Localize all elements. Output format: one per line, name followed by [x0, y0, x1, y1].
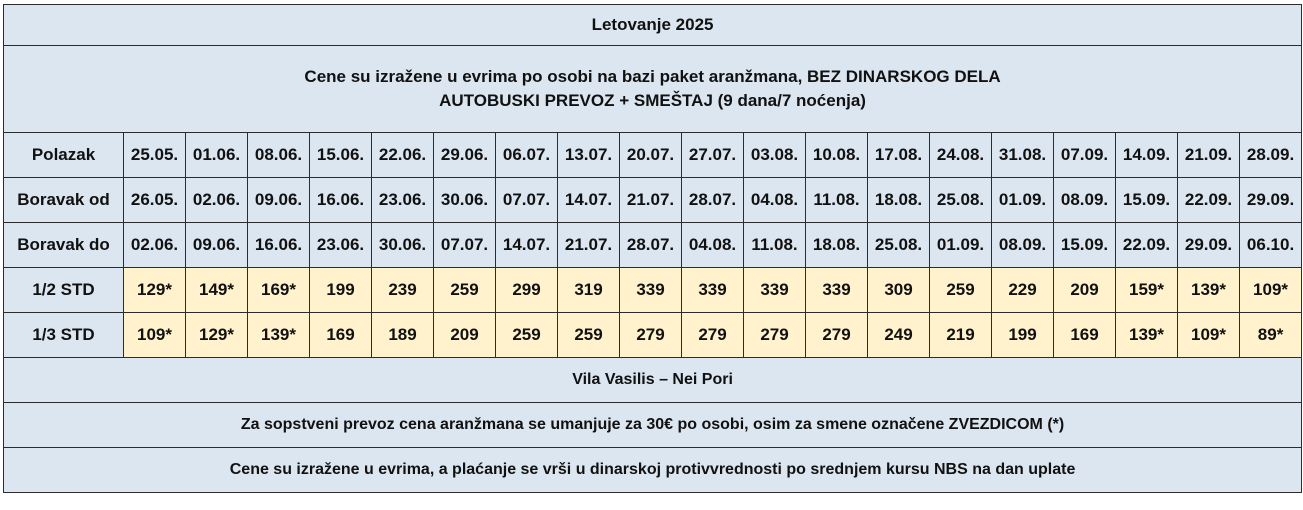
payment-note: Cene su izražene u evrima, a plaćanje se vrši u dinarskoj protivvrednosti po srednjem kursu NBS na dan uplate	[4, 448, 1302, 493]
cell-polazak-19: 28.09.	[1240, 133, 1302, 178]
cell-std3-10: 279	[682, 313, 744, 358]
cell-boravak-od-7: 07.07.	[496, 178, 558, 223]
cell-boravak-od-16: 08.09.	[1054, 178, 1116, 223]
cell-boravak-od-2: 02.06.	[186, 178, 248, 223]
payment-row	[4, 448, 1302, 493]
cell-boravak-od-15: 01.09.	[992, 178, 1054, 223]
cell-polazak-11: 03.08.	[744, 133, 806, 178]
cell-std2-12: 339	[806, 268, 868, 313]
cell-boravak-do-3: 16.06.	[248, 223, 310, 268]
cell-polazak-7: 06.07.	[496, 133, 558, 178]
cell-boravak-do-5: 30.06.	[372, 223, 434, 268]
cell-std2-18: 139*	[1178, 268, 1240, 313]
cell-polazak-12: 10.08.	[806, 133, 868, 178]
cell-std2-15: 229	[992, 268, 1054, 313]
cell-polazak-13: 17.08.	[868, 133, 930, 178]
cell-polazak-8: 13.07.	[558, 133, 620, 178]
cell-boravak-od-9: 21.07.	[620, 178, 682, 223]
cell-std3-7: 259	[496, 313, 558, 358]
cell-std3-11: 279	[744, 313, 806, 358]
cell-boravak-do-7: 14.07.	[496, 223, 558, 268]
cell-boravak-od-6: 30.06.	[434, 178, 496, 223]
cell-boravak-do-2: 09.06.	[186, 223, 248, 268]
cell-std3-12: 279	[806, 313, 868, 358]
cell-boravak-do-8: 21.07.	[558, 223, 620, 268]
price-table	[3, 4, 1302, 493]
cell-std3-19: 89*	[1240, 313, 1302, 358]
cell-polazak-10: 27.07.	[682, 133, 744, 178]
villa-row	[4, 358, 1302, 403]
title-row	[4, 5, 1302, 46]
cell-std3-4: 169	[310, 313, 372, 358]
cell-std2-7: 299	[496, 268, 558, 313]
cell-polazak-4: 15.06.	[310, 133, 372, 178]
cell-boravak-od-3: 09.06.	[248, 178, 310, 223]
villa-name: Vila Vasilis – Nei Pori	[4, 358, 1302, 403]
cell-polazak-3: 08.06.	[248, 133, 310, 178]
cell-polazak-16: 07.09.	[1054, 133, 1116, 178]
row-label-polazak: Polazak	[4, 133, 124, 178]
cell-std3-17: 139*	[1116, 313, 1178, 358]
cell-boravak-do-11: 11.08.	[744, 223, 806, 268]
cell-boravak-do-9: 28.07.	[620, 223, 682, 268]
cell-std2-16: 209	[1054, 268, 1116, 313]
cell-std3-9: 279	[620, 313, 682, 358]
cell-boravak-od-19: 29.09.	[1240, 178, 1302, 223]
cell-boravak-od-13: 18.08.	[868, 178, 930, 223]
cell-std2-10: 339	[682, 268, 744, 313]
cell-boravak-do-19: 06.10.	[1240, 223, 1302, 268]
row-label-boravak-do: Boravak do	[4, 223, 124, 268]
polazak-row	[4, 133, 1302, 178]
cell-boravak-do-10: 04.08.	[682, 223, 744, 268]
cell-polazak-15: 31.08.	[992, 133, 1054, 178]
cell-std3-15: 199	[992, 313, 1054, 358]
cell-polazak-2: 01.06.	[186, 133, 248, 178]
boravak-od-row	[4, 178, 1302, 223]
cell-std3-16: 169	[1054, 313, 1116, 358]
cell-boravak-od-18: 22.09.	[1178, 178, 1240, 223]
cell-std2-4: 199	[310, 268, 372, 313]
std3-price-row	[4, 313, 1302, 358]
cell-boravak-do-1: 02.06.	[124, 223, 186, 268]
own-transport-note: Za sopstveni prevoz cena aranžmana se umanjuje za 30€ po osobi, osim za smene označene ZVEZDICOM (*)	[4, 403, 1302, 448]
cell-std3-8: 259	[558, 313, 620, 358]
cell-std2-9: 339	[620, 268, 682, 313]
cell-std2-5: 239	[372, 268, 434, 313]
boravak-do-row	[4, 223, 1302, 268]
cell-std2-19: 109*	[1240, 268, 1302, 313]
cell-std3-2: 129*	[186, 313, 248, 358]
row-label-boravak-od: Boravak od	[4, 178, 124, 223]
cell-std3-3: 139*	[248, 313, 310, 358]
row-label-std3: 1/3 STD	[4, 313, 124, 358]
intro-text	[4, 46, 1302, 133]
cell-polazak-18: 21.09.	[1178, 133, 1240, 178]
cell-boravak-od-12: 11.08.	[806, 178, 868, 223]
cell-std2-13: 309	[868, 268, 930, 313]
cell-std2-14: 259	[930, 268, 992, 313]
cell-boravak-do-14: 01.09.	[930, 223, 992, 268]
cell-boravak-do-16: 15.09.	[1054, 223, 1116, 268]
cell-std3-13: 249	[868, 313, 930, 358]
row-label-std2: 1/2 STD	[4, 268, 124, 313]
cell-std2-2: 149*	[186, 268, 248, 313]
intro-line-2: AUTOBUSKI PREVOZ + SMEŠTAJ (9 dana/7 noćenja)	[439, 91, 866, 110]
intro-row	[4, 46, 1302, 133]
cell-boravak-do-4: 23.06.	[310, 223, 372, 268]
cell-boravak-od-1: 26.05.	[124, 178, 186, 223]
cell-polazak-6: 29.06.	[434, 133, 496, 178]
table-title: Letovanje 2025	[4, 5, 1302, 46]
cell-boravak-od-14: 25.08.	[930, 178, 992, 223]
cell-std2-6: 259	[434, 268, 496, 313]
cell-std2-3: 169*	[248, 268, 310, 313]
cell-polazak-17: 14.09.	[1116, 133, 1178, 178]
cell-std3-14: 219	[930, 313, 992, 358]
cell-boravak-do-6: 07.07.	[434, 223, 496, 268]
cell-boravak-od-11: 04.08.	[744, 178, 806, 223]
cell-std2-17: 159*	[1116, 268, 1178, 313]
cell-std3-18: 109*	[1178, 313, 1240, 358]
own-transport-row	[4, 403, 1302, 448]
cell-boravak-od-5: 23.06.	[372, 178, 434, 223]
cell-std3-6: 209	[434, 313, 496, 358]
intro-line-1: Cene su izražene u evrima po osobi na bazi paket aranžmana, BEZ DINARSKOG DELA	[304, 67, 1001, 86]
cell-boravak-do-18: 29.09.	[1178, 223, 1240, 268]
cell-boravak-do-17: 22.09.	[1116, 223, 1178, 268]
cell-boravak-od-17: 15.09.	[1116, 178, 1178, 223]
cell-polazak-1: 25.05.	[124, 133, 186, 178]
cell-polazak-9: 20.07.	[620, 133, 682, 178]
cell-boravak-od-10: 28.07.	[682, 178, 744, 223]
std2-price-row	[4, 268, 1302, 313]
cell-boravak-od-4: 16.06.	[310, 178, 372, 223]
cell-std3-5: 189	[372, 313, 434, 358]
cell-std2-8: 319	[558, 268, 620, 313]
cell-boravak-do-13: 25.08.	[868, 223, 930, 268]
cell-boravak-od-8: 14.07.	[558, 178, 620, 223]
cell-boravak-do-15: 08.09.	[992, 223, 1054, 268]
cell-polazak-5: 22.06.	[372, 133, 434, 178]
cell-boravak-do-12: 18.08.	[806, 223, 868, 268]
cell-std3-1: 109*	[124, 313, 186, 358]
cell-polazak-14: 24.08.	[930, 133, 992, 178]
cell-std2-11: 339	[744, 268, 806, 313]
cell-std2-1: 129*	[124, 268, 186, 313]
